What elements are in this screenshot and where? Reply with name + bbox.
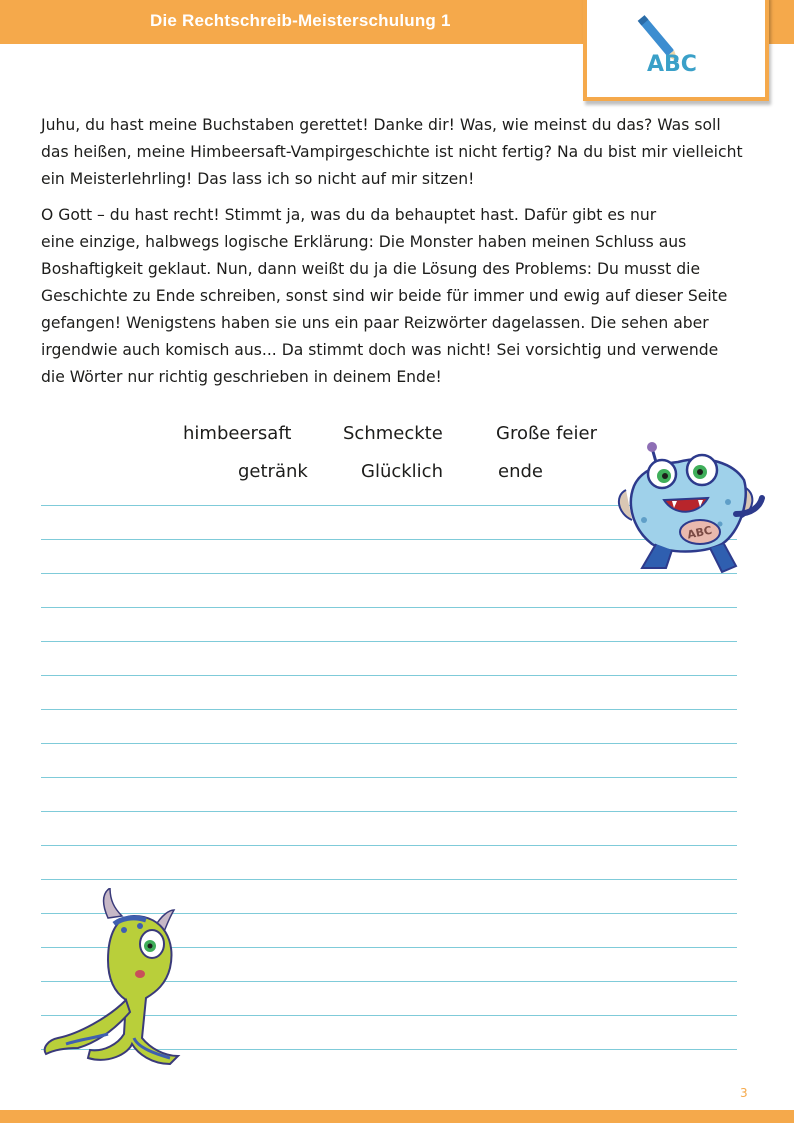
footer-bar xyxy=(0,1110,794,1123)
task-paragraph xyxy=(41,202,746,391)
page-number: 3 xyxy=(740,1086,748,1100)
writing-line[interactable] xyxy=(41,641,737,642)
paragraph-line: Juhu, du hast meine Buchstaben gerettet! Danke dir! Was, wie meinst du das? Was soll xyxy=(41,116,721,134)
logo-box xyxy=(583,0,769,101)
writing-line[interactable] xyxy=(41,607,737,608)
writing-line[interactable] xyxy=(41,811,737,812)
paragraph-line: ein Meisterlehrling! Das lass ich so nicht auf mir sitzen! xyxy=(41,170,475,188)
monster-badge-text: ABC xyxy=(686,523,714,542)
paragraph-line: die Wörter nur richtig geschrieben in deinem Ende! xyxy=(41,368,442,386)
writing-line[interactable] xyxy=(41,845,737,846)
writing-line[interactable] xyxy=(41,743,737,744)
paragraph-line: das heißen, meine Himbeersaft-Vampirgeschichte ist nicht fertig? Na du bist mir vielleicht xyxy=(41,143,743,161)
stimulus-word: Große feier xyxy=(496,423,597,444)
writing-line[interactable] xyxy=(41,777,737,778)
writing-line[interactable] xyxy=(41,879,737,880)
stimulus-word: Schmeckte xyxy=(343,423,443,444)
writing-line[interactable] xyxy=(41,675,737,676)
paragraph-line: irgendwie auch komisch aus... Da stimmt doch was nicht! Sei vorsichtig und verwende xyxy=(41,341,719,359)
logo-text: ABC xyxy=(647,52,697,77)
paragraph-line: gefangen! Wenigstens haben sie uns ein paar Reizwörter dagelassen. Die sehen aber xyxy=(41,314,709,332)
pencil-icon xyxy=(587,0,767,98)
intro-paragraph xyxy=(41,112,746,193)
green-monster-illustration xyxy=(38,888,188,1073)
blue-monster-illustration xyxy=(612,440,772,580)
paragraph-line: O Gott – du hast recht! Stimmt ja, was du da behauptet hast. Dafür gibt es nur xyxy=(41,206,657,224)
paragraph-line: eine einzige, halbwegs logische Erklärung: Die Monster haben meinen Schluss aus xyxy=(41,233,687,251)
writing-line[interactable] xyxy=(41,709,737,710)
stimulus-word: himbeersaft xyxy=(183,423,292,444)
paragraph-line: Geschichte zu Ende schreiben, sonst sind wir beide für immer und ewig auf dieser Seite xyxy=(41,287,728,305)
page-header-title: Die Rechtschreib-Meisterschulung 1 xyxy=(150,11,451,30)
stimulus-word: ende xyxy=(498,461,543,482)
stimulus-word: Glücklich xyxy=(361,461,443,482)
stimulus-word: getränk xyxy=(238,461,308,482)
paragraph-line: Boshaftigkeit geklaut. Nun, dann weißt du ja die Lösung des Problems: Du musst die xyxy=(41,260,701,278)
